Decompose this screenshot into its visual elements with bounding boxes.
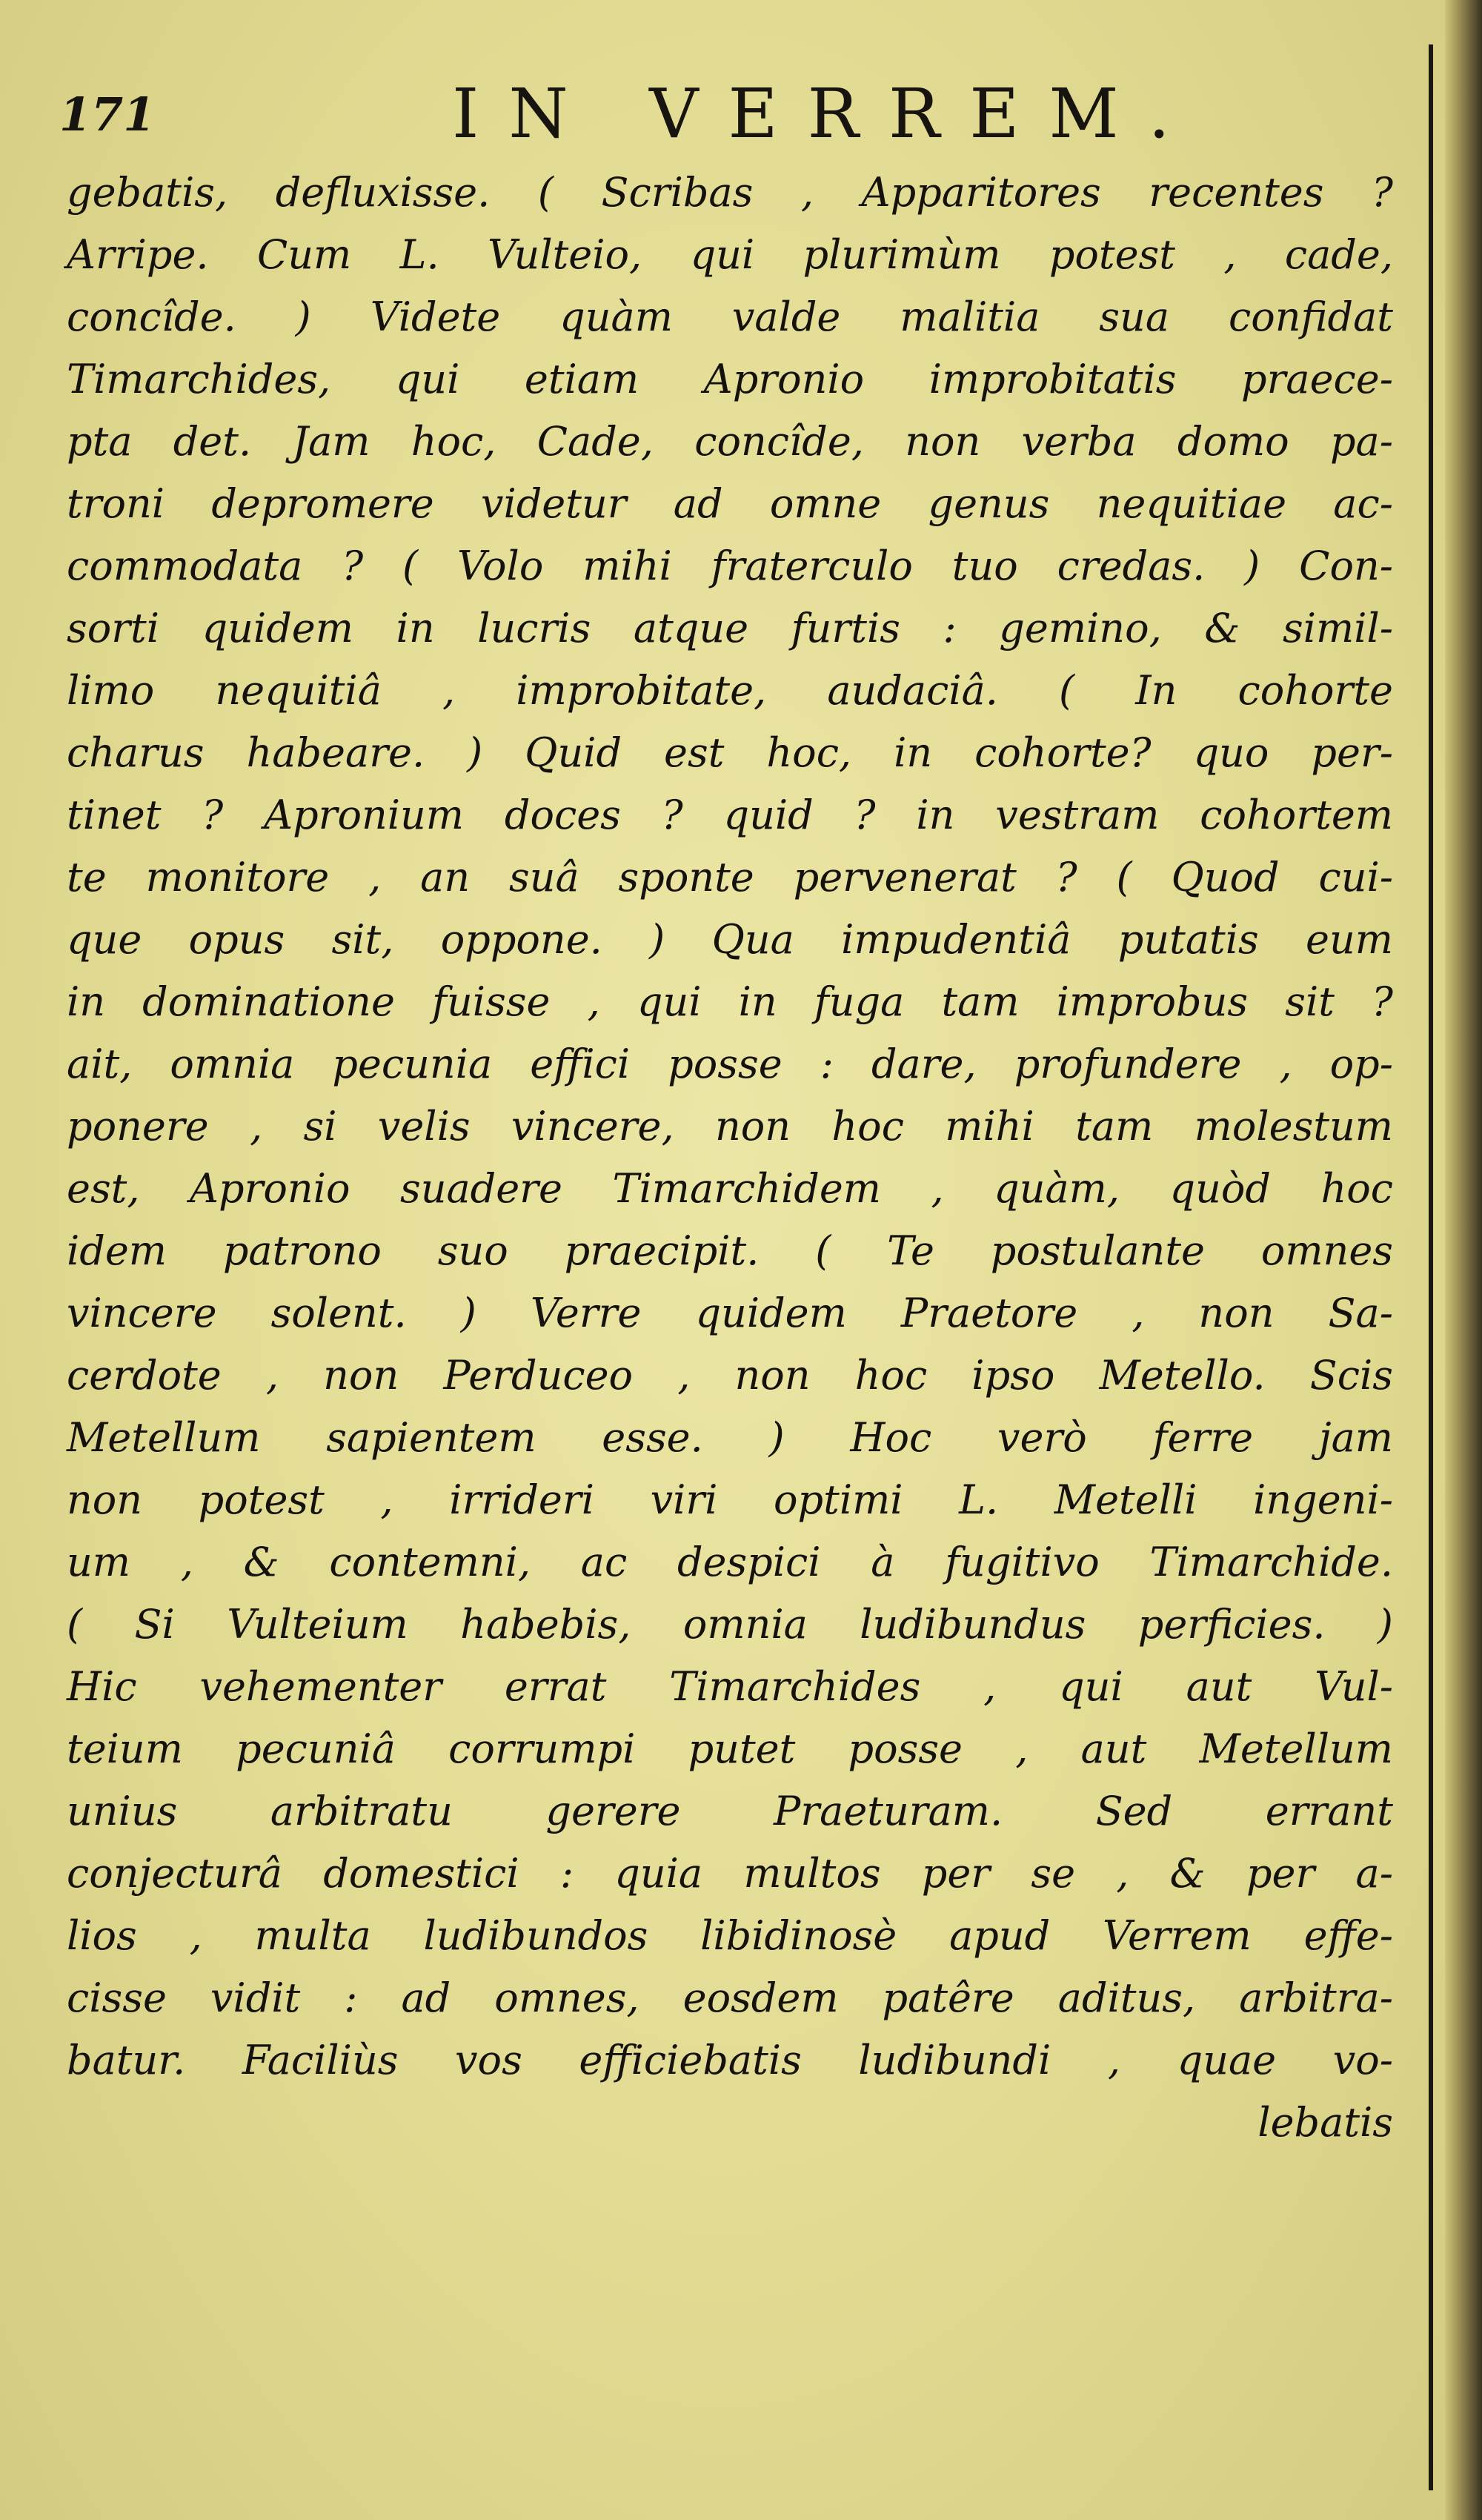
text-line: non potest , irrideri viri optimi L. Metelli ingeni- <box>67 1476 1393 1523</box>
text-line: vincere solent. ) Verre quidem Praetore , non Sa- <box>67 1290 1393 1336</box>
text-line: que opus sit, oppone. ) Qua impudentiâ putatis eum <box>67 916 1393 963</box>
text-line: batur. Faciliùs vos efficiebatis ludibundi , quae vo- <box>67 2037 1393 2083</box>
text-line: te monitore , an suâ sponte pervenerat ? ( Quod cui- <box>67 854 1393 901</box>
page-edge-shadow <box>1429 44 1433 2490</box>
text-line: Arripe. Cum L. Vulteio, qui plurimùm potest , cade, <box>67 231 1393 278</box>
text-line: teium pecuniâ corrumpi putet posse , aut Metellum <box>67 1725 1393 1772</box>
page-header <box>52 74 1386 163</box>
text-line: limo nequitiâ , improbitate, audaciâ. ( In cohorte <box>67 667 1393 714</box>
text-line: pta det. Jam hoc, Cade, concîde, non verba domo pa- <box>67 418 1393 465</box>
text-line: charus habeare. ) Quid est hoc, in cohorte? quo per- <box>67 729 1393 776</box>
text-line: gebatis, defluxisse. ( Scribas , Apparitores recentes ? <box>67 169 1393 216</box>
text-line: sorti quidem in lucris atque furtis : gemino, & simil- <box>67 605 1393 651</box>
text-line: ( Si Vulteium habebis, omnia ludibundus perficies. ) <box>67 1601 1393 1648</box>
text-line: Metellum sapientem esse. ) Hoc verò ferre jam <box>67 1414 1393 1461</box>
text-line: tinet ? Apronium doces ? quid ? in vestram cohortem <box>67 792 1393 838</box>
text-line: unius arbitratu gerere Praeturam. Sed errant <box>67 1788 1393 1834</box>
text-line: idem patrono suo praecipit. ( Te postulante omnes <box>67 1227 1393 1274</box>
running-title: IN VERREM. <box>452 74 1200 153</box>
text-line: est, Apronio suadere Timarchidem , quàm, quòd hoc <box>67 1165 1393 1212</box>
page-number: 171 <box>59 87 156 142</box>
text-line: conjecturâ domestici : quia multos per se , & per a- <box>67 1850 1393 1897</box>
text-line: Hic vehementer errat Timarchides , qui aut Vul- <box>67 1663 1393 1710</box>
text-line: ponere , si velis vincere, non hoc mihi tam molestum <box>67 1103 1393 1150</box>
text-line: in dominatione fuisse , qui in fuga tam improbus sit ? <box>67 978 1393 1025</box>
text-line: troni depromere videtur ad omne genus nequitiae ac- <box>67 480 1393 527</box>
text-line: commodata ? ( Volo mihi fraterculo tuo credas. ) Con- <box>67 543 1393 589</box>
text-line: cisse vidit : ad omnes, eosdem patêre aditus, arbitra- <box>67 1974 1393 2021</box>
text-line: cerdote , non Perduceo , non hoc ipso Metello. Scis <box>67 1352 1393 1399</box>
text-line: lios , multa ludibundos libidinosè apud Verrem effe- <box>67 1912 1393 1959</box>
text-line: ait, omnia pecunia effici posse : dare, profundere , op- <box>67 1041 1393 1087</box>
book-gutter <box>1445 0 1482 2520</box>
text-line: lebatis <box>1257 2099 1393 2146</box>
text-line: concîde. ) Videte quàm valde malitia sua confidat <box>67 294 1393 340</box>
text-line: Timarchides, qui etiam Apronio improbitatis praece- <box>67 356 1393 402</box>
text-line: um , & contemni, ac despici à fugitivo Timarchide. <box>67 1539 1393 1585</box>
